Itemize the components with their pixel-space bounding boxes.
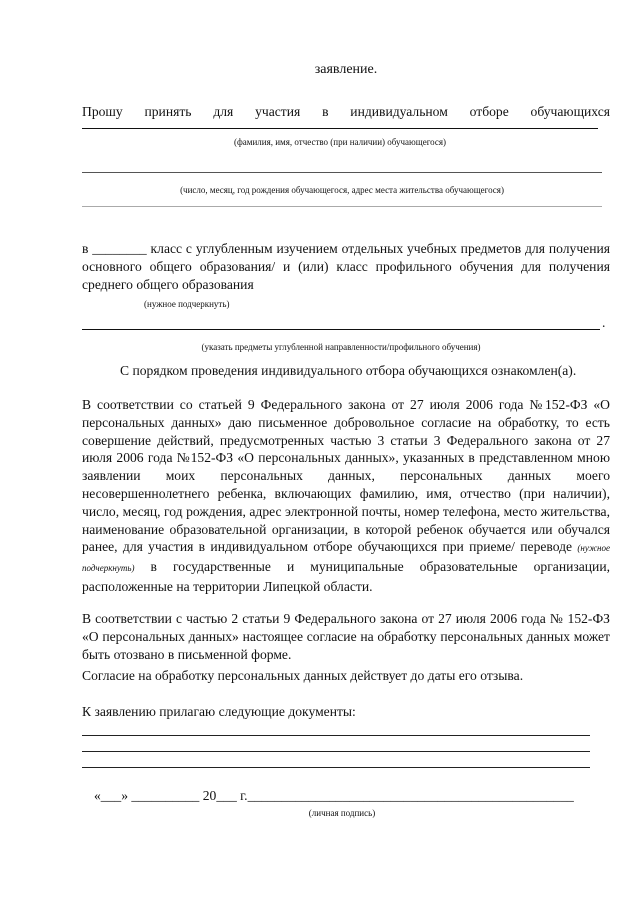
caption-signature: (личная подпись): [308, 808, 376, 818]
attachment-line-1[interactable]: [82, 735, 590, 736]
consent-paragraph-3: Согласие на обработку персональных данных действует до даты его отзыва.: [82, 668, 524, 683]
attachments-title: К заявлению прилагаю следующие документы:: [82, 704, 356, 719]
class-text: в ________ класс с углубленным изучением отдельных учебных предметов для получения основного общего образования/ и (или) класс профильного обучения для получения среднего общего образования: [82, 241, 610, 292]
consent-text-1: В соответствии со статьей 9 Федерального закона от 27 июля 2006 года №152-ФЗ «О персональных данных» даю письменное добровольное согласие на обработку, то есть совершение действий, предусмотренных частью 3 статьи 3 Федерального закона от 27 июля 2006 года №152-ФЗ «О персональных данных», указанных в представленном мною заявлении моих персональных данных, персональных данных моего несовершеннолетнего ребенка, включающих фамилию, имя, отчество (при наличии), число, месяц, год рождения, адрес электронной почты, номер телефона, место жительства, наименование образовательной организации, в которой ребенок обучается или обучался ранее, для участия в индивидуальном отборе обучающихся при приеме/ переводе: [82, 397, 610, 555]
consent-note: (нужное подчеркнуть): [82, 543, 610, 574]
consent-paragraph-2: В соответствии с частью 2 статьи 9 Федерального закона от 27 июля 2006 года № 152-ФЗ «О персональных данных» настоящее согласие на обработку персональных данных может быть отозвано в письменной форме.: [82, 611, 610, 662]
familiar-text: С порядком проведения индивидуального отбора обучающихся ознакомлен(а).: [120, 363, 577, 378]
date-signature-row[interactable]: «___» __________ 20___ г.________________________________________________: [94, 788, 574, 803]
subjects-line-end: .: [602, 315, 606, 330]
intro-line: Прошу принять для участия в индивидуальном отборе обучающихся: [82, 104, 610, 119]
caption-birth: (число, месяц, год рождения обучающегося, адрес места жительства обучающегося): [180, 185, 504, 195]
birth-field-line-2[interactable]: [82, 206, 602, 207]
attachment-line-2[interactable]: [82, 751, 590, 752]
attachment-line-3[interactable]: [82, 767, 590, 768]
birth-field-line[interactable]: [82, 172, 602, 173]
consent-paragraph-1: [82, 396, 610, 596]
caption-fio: (фамилия, имя, отчество (при наличии) обучающегося): [233, 137, 447, 147]
subjects-field-line[interactable]: [82, 329, 600, 330]
caption-subjects: (указать предметы углубленной направленности/профильного обучения): [201, 342, 481, 352]
consent-text-1-end: в государственные и муниципальные образовательные организации, расположенные на территории Липецкой области.: [82, 559, 610, 594]
fio-field-line[interactable]: [82, 128, 598, 129]
document-title: заявление.: [314, 62, 378, 77]
caption-underline: (нужное подчеркнуть): [144, 299, 230, 309]
